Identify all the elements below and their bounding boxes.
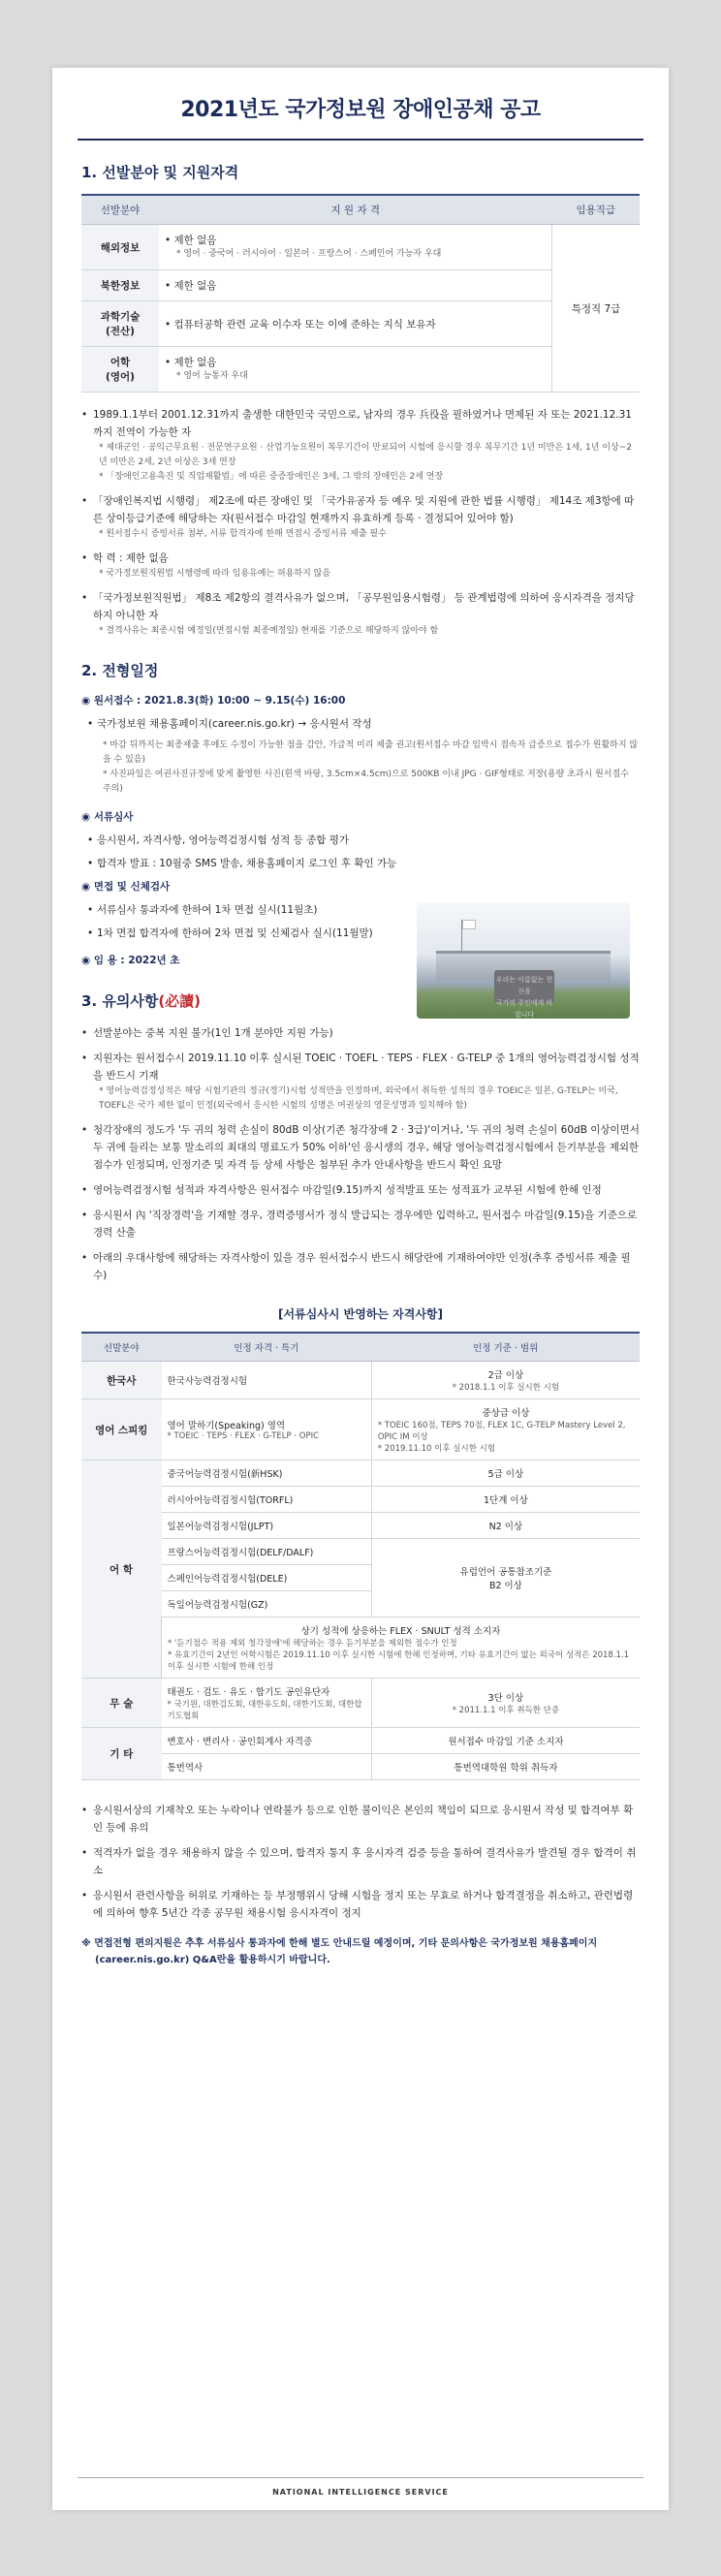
language-extra-note: * 유효기간이 2년인 어학시험은 2019.11.10 이후 실시한 시험에 한해 인정하며, 기타 유효기간이 없는 외국어 성적은 2018.1.1 이후 실시한 시험에 한해 인정	[168, 1650, 630, 1672]
field-name: 어학 (영어)	[81, 347, 159, 393]
interview-item: • 1차 면접 합격자에 한하여 2차 면접 및 신체검사 실시(11월말)	[81, 925, 465, 942]
table-row	[81, 1461, 640, 1487]
standard-cell: 1단계 이상	[371, 1487, 640, 1513]
item-cell	[162, 1399, 372, 1461]
bullet-subnote: * 「장애인고용촉진 및 직업재활법」에 따른 중증장애인은 3세, 그 밖의 장애인은 2세 연장	[99, 472, 444, 482]
doc-review-heading: ◉ 서류심사	[81, 808, 640, 826]
must-read-mark: (必讀)	[158, 992, 202, 1010]
item-cell: 통번역사	[162, 1754, 372, 1780]
qualification-text: • 컴퓨터공학 관련 교육 이수자 또는 이에 준하는 지식 보유자	[165, 318, 436, 330]
bullet-subnote: * 결격사유는 최종시험 예정일(면접시험 최종예정일) 현재를 기준으로 해당하지 않아야 함	[99, 626, 439, 636]
item-text: 태권도 · 검도 · 유도 · 합기도 공인유단자	[167, 1687, 330, 1698]
notice-page	[52, 68, 669, 2510]
field-name: 해외정보	[81, 225, 159, 270]
standard-note: * 2011.1.1 이후 취득한 단증	[452, 1706, 560, 1715]
page-title: 2021년도 국가정보원 장애인공채 공고	[180, 98, 541, 122]
standard-cell: 5급 이상	[371, 1461, 640, 1487]
grade-cell: 특정직 7급	[552, 225, 641, 393]
bullet-text: 선발분야는 중복 지원 불가(1인 1개 분야만 지원 가능)	[93, 1027, 333, 1039]
qualification-note: * 영어 능통자 우대	[176, 371, 248, 381]
category-cell: 영어 스피킹	[81, 1399, 162, 1461]
item-note: * TOEIC · TEPS · FLEX · G-TELP · OPIC	[167, 1431, 320, 1441]
list-item: • 응시원서 관련사항을 허위로 기재하는 등 부정행위시 당해 시험을 정지 또는 무효로 하거나 합격결정을 취소하고, 관련법령에 의하여 향후 5년간 각종 공무원 채용시험 응시자격이 정지	[81, 1887, 640, 1922]
qualification-table	[81, 1332, 640, 1780]
apply-period: ◉ 원서접수 : 2021.8.3(화) 10:00 ~ 9.15(수) 16:00	[81, 692, 640, 709]
final-bullets	[81, 1802, 640, 1922]
list-item	[81, 1181, 640, 1199]
standard-cell: 통번역대학원 학위 취득자	[371, 1754, 640, 1780]
bullet-subnote: * 원서접수시 증빙서류 첨부, 서류 합격자에 한해 면접시 증빙서류 제출 필수	[99, 529, 387, 539]
qualification-cell	[159, 270, 552, 301]
memorial-stone: 우리는 이름없는 헌신을 국가의 주인에게 바칩니다	[494, 970, 554, 1003]
table-row	[81, 1513, 640, 1539]
bullet-text: 영어능력검정시험 성적과 자격사항은 원서접수 마감일(9.15)까지 성적발표 또는 성적표가 교부된 시험에 한해 인정	[93, 1184, 602, 1196]
standard-note: * 2018.1.1 이후 실시한 시험	[452, 1383, 560, 1393]
apply-instruction: • 국가정보원 채용홈페이지(career.nis.go.kr) → 응시원서 작성	[81, 715, 640, 733]
category-cell: 어 학	[81, 1461, 162, 1679]
list-item	[81, 550, 640, 581]
standard-note: * TOEIC 160점, TEPS 70점, FLEX 1C, G-TELP Mastery Level 2, OPIC IM 이상	[377, 1421, 626, 1442]
qualification-table-title: [서류심사시 반영하는 자격사항]	[277, 1307, 444, 1321]
qualification-text: • 제한 없음	[165, 357, 217, 368]
table-row	[81, 225, 640, 270]
doc-review-item: • 합격자 발표 : 10월중 SMS 발송, 채용홈페이지 로그인 후 확인 가능	[81, 855, 640, 872]
bullet-text: 「국가정보원직원법」 제8조 제2항의 결격사유가 없으며, 「공무원임용시험령」 등 관계법령에 의하여 응시자격을 정지당하지 아니한 자	[93, 592, 635, 621]
qualification-cell	[159, 225, 552, 270]
apply-note: * 마감 뒤까지는 최종제출 후에도 수정이 가능한 점을 감안, 가급적 미리 제출 권고(원서접수 마감 임박시 접속자 급증으로 접수가 원활하지 않을 수 있음)	[103, 740, 639, 765]
item-cell: 스페인어능력검정시험(DELE)	[162, 1565, 372, 1591]
list-item	[81, 1249, 640, 1284]
item-note: * 국기원, 대한검도회, 대한유도회, 대한기도회, 대한합기도협회	[167, 1700, 362, 1721]
notes-bullets	[81, 1024, 640, 1284]
field-name: 북한정보	[81, 270, 159, 301]
appointment: ◉ 임 용 : 2022년 초	[81, 952, 640, 969]
list-item	[81, 1207, 640, 1241]
section-2-heading: 2. 전형일정	[81, 662, 159, 679]
bullet-subnote: * 국가정보원직원법 시행령에 따라 임용유예는 허용하지 않음	[99, 569, 331, 579]
table-row	[81, 1362, 640, 1399]
item-cell: 변호사 · 변리사 · 공인회계사 자격증	[162, 1728, 372, 1754]
bullet-text: 학 력 : 제한 없음	[93, 552, 169, 564]
item-cell: 프랑스어능력검정시험(DELF/DALF)	[162, 1539, 372, 1565]
nis-building-image	[417, 902, 630, 1019]
language-extra-note: * '듣기점수 적용 제외 청각장애'에 해당하는 경우 듣기부분을 제외한 점수가 인정	[168, 1639, 457, 1649]
table-row	[81, 1728, 640, 1754]
bullet-text: 응시원서 內 '직장경력'을 기재할 경우, 경력증명서가 정식 발급되는 경우에만 입력하고, 원서접수 마감일(9.15)을 기준으로 경력 산출	[93, 1209, 638, 1239]
list-item: • 적격자가 없을 경우 채용하지 않을 수 있으며, 합격자 통지 후 응시자격 검증 등을 통하여 결격사유가 발견될 경우 합격이 취소	[81, 1844, 640, 1879]
contact-note: ※ 면접전형 편의지원은 추후 서류심사 통과자에 한해 별도 안내드릴 예정이며, 기타 문의사항은 국가정보원 채용홈페이지(career.nis.go.kr) Q&A란을 활용하시기 바랍니다.	[81, 1938, 598, 1965]
section-notes	[81, 990, 640, 1968]
table-row	[81, 1399, 640, 1461]
standard-note: * 2019.11.10 이후 실시한 시험	[377, 1444, 496, 1454]
category-cell: 기 타	[81, 1728, 162, 1780]
bullet-text: 1989.1.1부터 2001.12.31까지 출생한 대한민국 국민으로, 남자의 경우 兵役을 필하였거나 면제된 자 또는 2021.12.31까지 전역이 가능한 자	[93, 409, 632, 438]
eligibility-bullets	[81, 406, 640, 639]
standard-text: 3단 이상	[487, 1693, 524, 1704]
standard-text: 중상급 이상	[482, 1408, 530, 1419]
th-qualification: 지 원 자 격	[159, 195, 552, 225]
section-1-heading: 1. 선발분야 및 지원자격	[81, 164, 239, 181]
field-name: 과학기술 (전산)	[81, 301, 159, 347]
item-cell: 일본어능력검정시험(JLPT)	[162, 1513, 372, 1539]
qualification-text: • 제한 없음	[165, 235, 217, 246]
footer-agency-name: NATIONAL INTELLIGENCE SERVICE	[52, 2477, 669, 2497]
item-cell	[162, 1679, 372, 1728]
item-cell: 한국사능력검정시험	[162, 1362, 372, 1399]
standard-cell	[371, 1539, 640, 1618]
interview-heading: ◉ 면접 및 신체검사	[81, 878, 640, 895]
bullet-subnote: * 영어능력검정성적은 해당 시험기관의 정규(정기)시험 성적만을 인정하며, 외국에서 취득한 성적의 경우 TOEIC은 일본, G-TELP는 미국, TOEFL은 국가 제한 없이 인정(외국에서 응시한 시험의 성명은 여권상의 영문성명과 일치해야 함)	[99, 1086, 618, 1111]
th-field: 선발분야	[81, 195, 159, 225]
standard-text: 2급 이상	[487, 1370, 524, 1381]
section-eligibility	[81, 162, 640, 639]
standard-cell	[371, 1679, 640, 1728]
standard-cell: N2 이상	[371, 1513, 640, 1539]
item-text: 영어 말하기(Speaking) 영역	[167, 1421, 286, 1431]
standard-text: 유럽언어 공통참조기준	[459, 1567, 552, 1578]
table-row	[81, 1539, 640, 1565]
category-cell: 한국사	[81, 1362, 162, 1399]
standard-text: B2 이상	[488, 1581, 522, 1591]
list-item	[81, 406, 640, 485]
table-row	[81, 1618, 640, 1679]
qualification-text: • 제한 없음	[165, 280, 217, 292]
list-item: • 응시원서상의 기재착오 또는 누락이나 연락불가 등으로 인한 불이익은 본인의 책임이 되므로 응시원서 작성 및 합격여부 확인 등에 유의	[81, 1802, 640, 1837]
table-row	[81, 1679, 640, 1728]
bullet-subnote: * 제대군인 · 공익근무요원 · 전문연구요원 · 산업기능요원이 복무기간이 만료되어 시험에 응시할 경우 복무기간 1년 미만은 1세, 1년 이상~2년 미만은 2세, 2년 이상은 3세 연장	[99, 443, 632, 467]
standard-cell	[371, 1399, 640, 1461]
table-row	[81, 1754, 640, 1780]
qualification-cell	[159, 347, 552, 393]
category-cell: 무 술	[81, 1679, 162, 1728]
list-item	[81, 1121, 640, 1174]
bullet-text: 지원자는 원서접수시 2019.11.10 이후 실시된 TOEIC · TOEFL · TEPS · FLEX · G-TELP 중 1개의 영어능력검정시험 성적을 반드시 기재	[93, 1052, 640, 1082]
bullet-text: 아래의 우대사항에 해당하는 자격사항이 있을 경우 원서접수시 반드시 해당란에 기재하여야만 인정(추후 증빙서류 제출 필수)	[93, 1252, 631, 1281]
item-cell: 독일어능력검정시험(GZ)	[162, 1591, 372, 1618]
list-item	[81, 1024, 640, 1042]
standard-cell	[371, 1362, 640, 1399]
title-divider	[78, 139, 643, 141]
qualification-cell	[159, 301, 552, 347]
bullet-text: 「장애인복지법 시행령」 제2조에 따른 장애인 및 「국가유공자 등 예우 및 지원에 관한 법률 시행령」 제14조 제3항에 따른 상이등급기준에 해당하는 자(원서접수 마감일 현재까지 유효하게 등록 · 결정되어 있어야 함)	[93, 495, 635, 524]
interview-item: • 서류심사 통과자에 한하여 1차 면접 실시(11월초)	[81, 901, 446, 919]
th-standard: 인정 기준 · 범위	[371, 1333, 640, 1362]
th-item: 인정 자격 · 특기	[162, 1333, 372, 1362]
item-cell: 중국어능력검정시험(新HSK)	[162, 1461, 372, 1487]
item-cell: 러시아어능력검정시험(TORFL)	[162, 1487, 372, 1513]
language-extra-cell	[162, 1618, 641, 1679]
section-3-title: 3. 유의사항	[81, 992, 159, 1010]
language-extra-text: 상기 성적에 상응하는 FLEX · SNULT 성적 소지자	[300, 1626, 501, 1637]
eligibility-table	[81, 194, 640, 393]
doc-review-item: • 응시원서, 자격사항, 영어능력검정시험 성적 등 종합 평가	[81, 832, 640, 849]
standard-cell: 원서접수 마감일 기준 소지자	[371, 1728, 640, 1754]
list-item	[81, 492, 640, 542]
photo-note: * 사진파일은 여권사진규정에 맞게 촬영한 사진(흰색 바탕, 3.5cm×4.5cm)으로 500KB 이내 JPG · GIF형태로 저장(용량 초과시 원서접수 주의)	[103, 770, 629, 794]
th-field: 선발분야	[81, 1333, 162, 1362]
list-item	[81, 589, 640, 639]
table-row	[81, 1487, 640, 1513]
bullet-text: 청각장애의 정도가 '두 귀의 청력 손실이 80dB 이상(기존 청각장애 2 · 3급)'이거나, '두 귀의 청력 손실이 60dB 이상이면서 두 귀에 들리는 보통 말소리의 최대의 명료도가 50% 이하'인 응시생의 경우, 해당 영어능력검정시험에서 듣기부분을 제외한 점수가 인정되며, 인정기준 및 자격 등 상세 사항은 첨부된 추가 안내사항을 반드시 확인 요망	[93, 1124, 640, 1171]
list-item	[81, 1050, 640, 1114]
th-grade: 임용직급	[552, 195, 641, 225]
qualification-note: * 영어 · 중국어 · 러시아어 · 일본어 · 프랑스어 · 스페인어 가능자 우대	[176, 249, 442, 259]
